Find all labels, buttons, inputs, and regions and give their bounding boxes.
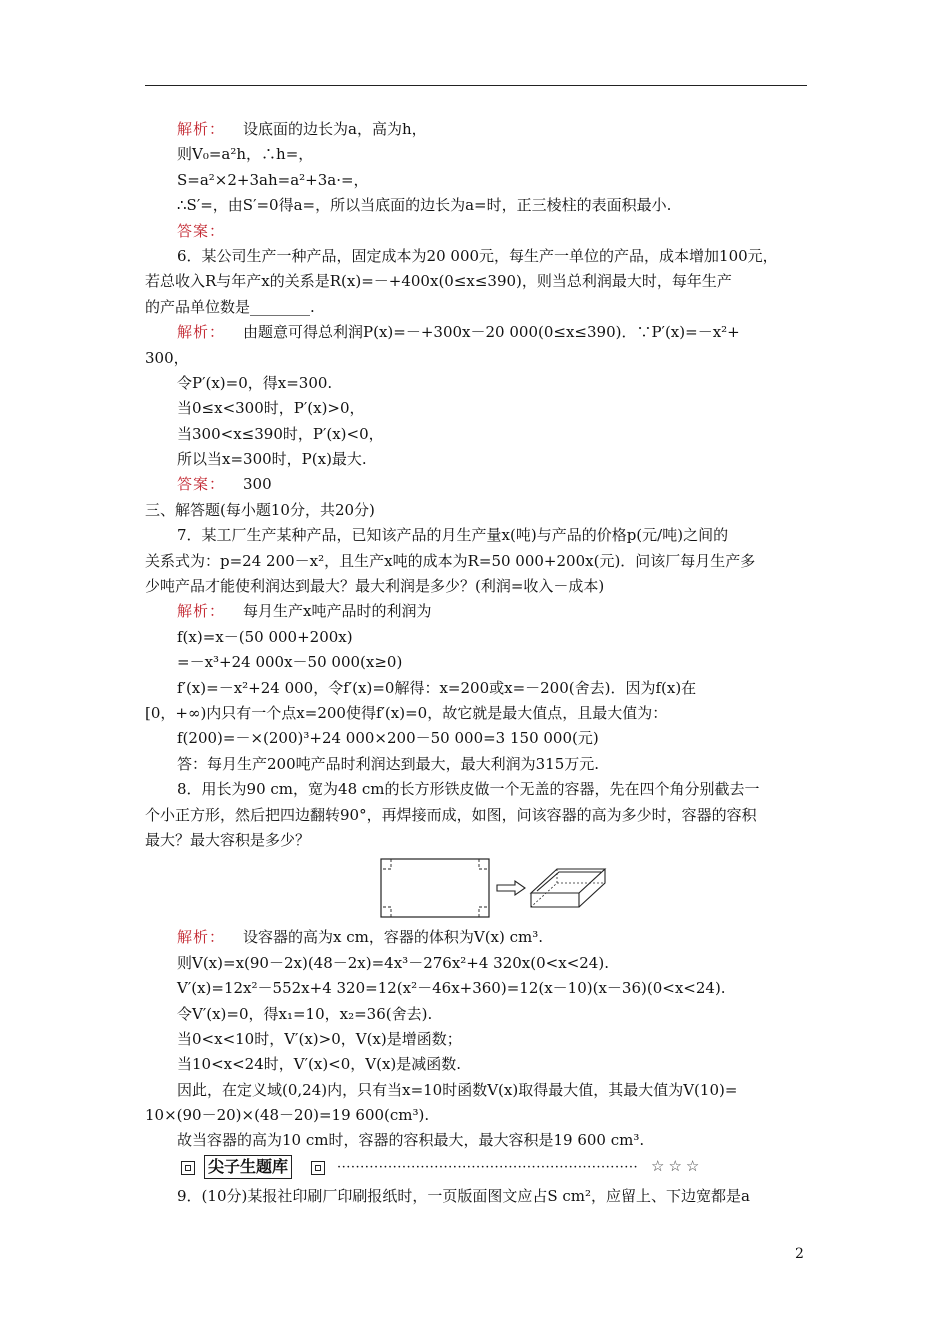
line-text: 设容器的高为x cm，容器的体积为V(x) cm³. — [243, 928, 544, 947]
line-text: 10×(90－20)×(48－20)=19 600(cm³). — [145, 1106, 430, 1125]
line-text: 少吨产品才能使利润达到最大？最大利润是多少？(利润=收入－成本) — [145, 577, 605, 596]
line-text: S=a²×2+3ah=a²+3a·=， — [177, 170, 369, 189]
text-line — [145, 142, 810, 167]
answer-label: 解析： — [177, 602, 226, 621]
square-icon — [181, 1161, 195, 1175]
text-line — [145, 925, 810, 950]
text-line — [145, 523, 810, 548]
line-text: 设底面的边长为a，高为h， — [243, 120, 427, 138]
container-figure — [145, 853, 810, 925]
section-header — [145, 1154, 810, 1184]
section-label: 尖子生题库 — [204, 1155, 292, 1179]
text-line — [145, 650, 810, 675]
text-line — [145, 269, 810, 294]
line-text: V′(x)=12x²－552x+4 320=12(x²－46x+360)=12(x－10)(x－36)(0<x<24). — [177, 979, 726, 998]
answer-label: 答案： — [177, 475, 226, 494]
line-text: 所以当x=300时，P(x)最大. — [177, 450, 367, 469]
line-text: 300 — [243, 475, 272, 494]
line-text: 若总收入R与年产x的关系是R(x)=－+400x(0≤x≤390)，则当总利润最大时，每年生产 — [145, 272, 732, 291]
text-line — [145, 1078, 810, 1103]
line-text: 个小正方形，然后把四边翻转90°，再焊接而成，如图，问该容器的高为多少时，容器的容积 — [145, 805, 757, 824]
line-text: 故当容器的高为10 cm时，容器的容积最大，最大容积是19 600 cm³. — [177, 1131, 645, 1150]
square-icon — [311, 1161, 325, 1175]
line-text: 则V₀=a²h，∴h=， — [177, 145, 314, 164]
text-line — [145, 752, 810, 777]
text-line — [145, 295, 810, 320]
text-line — [145, 117, 810, 142]
answer-label: 解析： — [177, 928, 226, 947]
line-text: 当10<x<24时，V′(x)<0，V(x)是减函数. — [177, 1055, 462, 1074]
line-text: [0，+∞)内只有一个点x=200使得f′(x)=0，故它就是最大值点，且最大值为： — [145, 703, 668, 722]
text-line — [145, 244, 810, 269]
text-line — [145, 193, 810, 218]
line-text: 8．用长为90 cm，宽为48 cm的长方形铁皮做一个无盖的容器，先在四个角分别截去一 — [177, 780, 760, 799]
line-text: 当300<x≤390时，P′(x)<0， — [177, 424, 384, 443]
line-text: 因此，在定义域(0,24)内，只有当x=10时函数V(x)取得最大值，其最大值为V(10)= — [177, 1080, 738, 1099]
line-text: 令P′(x)=0，得x=300. — [177, 373, 333, 392]
text-line — [145, 828, 810, 853]
line-text: 6．某公司生产一种产品，固定成本为20 000元，每生产一单位的产品，成本增加100元， — [177, 246, 778, 265]
text-line — [145, 574, 810, 599]
line-text: 的产品单位数是________. — [145, 297, 315, 316]
text-line — [145, 803, 810, 828]
line-text: 则V(x)=x(90－2x)(48－2x)=4x³－276x²+4 320x(0<x<24). — [177, 953, 609, 972]
line-text: 300， — [145, 348, 189, 367]
text-line — [145, 346, 810, 371]
page-content — [145, 117, 810, 1209]
text-line — [145, 701, 810, 726]
text-line — [145, 168, 810, 193]
text-line — [145, 1027, 810, 1052]
line-text: =－x³+24 000x－50 000(x≥0) — [177, 653, 403, 672]
question-9: 9．(10分)某报社印刷厂印刷报纸时，一页版面图文应占S cm²，应留上、下边宽都是a — [177, 1186, 750, 1205]
text-line — [145, 371, 810, 396]
text-line — [145, 1103, 810, 1128]
page-number: 2 — [795, 1246, 804, 1262]
text-line — [145, 777, 810, 802]
text-line — [145, 498, 810, 523]
line-text: 最大？最大容积是多少？ — [145, 830, 311, 849]
line-text: 关系式为：p=24 200－x²，且生产x吨的成本为R=50 000+200x(元)．问该厂每月生产多 — [145, 551, 756, 570]
line-text: 由题意可得总利润P(x)=－+300x－20 000(0≤x≤390)．∵P′(x)=－x²+ — [243, 323, 740, 342]
line-text: 当0≤x<300时，P′(x)>0， — [177, 399, 365, 418]
text-line — [145, 676, 810, 701]
line-text: 答：每月生产200吨产品时利润达到最大，最大利润为315万元. — [177, 754, 600, 773]
text-line — [145, 422, 810, 447]
line-text: f(200)=－×(200)³+24 000×200－50 000=3 150 000(元) — [177, 729, 599, 748]
text-line — [145, 447, 810, 472]
text-line — [145, 625, 810, 650]
line-text: f(x)=x－(50 000+200x) — [177, 627, 353, 646]
text-line — [145, 976, 810, 1001]
text-block-2 — [145, 925, 810, 1154]
line-text: 7．某工厂生产某种产品，已知该产品的月生产量x(吨)与产品的价格p(元/吨)之间的 — [177, 526, 729, 545]
line-text: 令V′(x)=0，得x₁=10，x₂=36(舍去). — [177, 1004, 433, 1023]
star-rating-icon: ☆☆☆ — [651, 1156, 704, 1175]
text-line — [145, 396, 810, 421]
text-line — [145, 320, 810, 345]
text-line — [145, 1052, 810, 1077]
answer-label: 答案： — [177, 221, 226, 240]
text-line — [145, 599, 810, 624]
line-text: ∴S′=，由S′=0得a=，所以当底面的边长为a=时，正三棱柱的表面积最小. — [177, 196, 672, 215]
header-rule — [145, 85, 807, 86]
text-line — [145, 726, 810, 751]
line-text: f′(x)=－x²+24 000，令f′(x)=0解得：x=200或x=－200(舍去)．因为f(x)在 — [177, 678, 697, 697]
text-line — [145, 472, 810, 497]
line-text: 当0<x<10时，V′(x)>0，V(x)是增函数； — [177, 1029, 462, 1048]
box-diagram — [379, 855, 619, 921]
section-dots: ································································· — [337, 1159, 639, 1175]
text-block-1 — [145, 117, 810, 853]
text-line — [145, 219, 810, 244]
text-line — [145, 549, 810, 574]
answer-label: 解析： — [177, 120, 226, 138]
text-line — [145, 1002, 810, 1027]
text-line — [145, 951, 810, 976]
line-text: 每月生产x吨产品时的利润为 — [243, 602, 432, 621]
text-line — [145, 1128, 810, 1153]
line-text: 三、解答题(每小题10分，共20分) — [145, 500, 375, 519]
answer-label: 解析： — [177, 323, 226, 342]
